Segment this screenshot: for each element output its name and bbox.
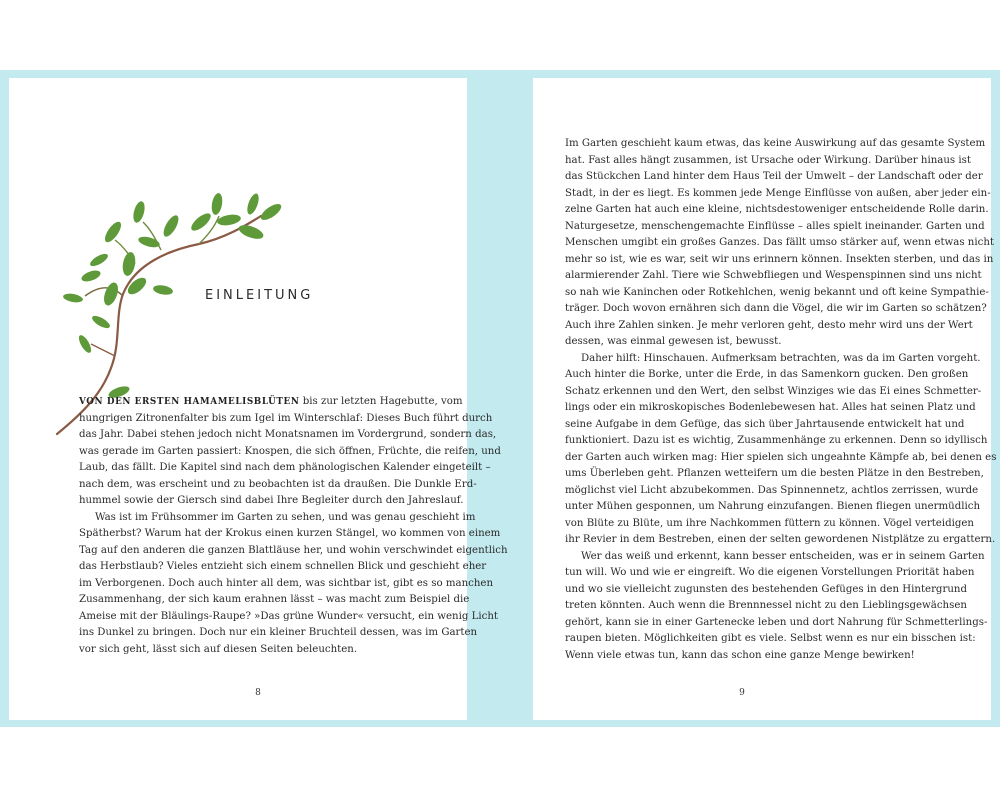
- text-line: so nah wie Kaninchen oder Rotkehlchen, wenig bekannt und oft keine Sympathie-: [565, 286, 989, 298]
- text-line: mehr so ist, wie es war, seit wir uns erinnern können. Insekten sterben, und das in: [565, 253, 994, 265]
- text-line: lings oder ein mikroskopisches Bodenlebewesen hat. Alles hat seinen Platz und: [565, 402, 976, 413]
- page-number: 8: [255, 688, 261, 698]
- text-line: Laub, das fällt. Die Kapitel sind nach dem phänologischen Kalender eingeteilt –: [79, 462, 491, 473]
- text-line: ums Überleben geht. Pflanzen wetteifern um die besten Plätze in den Bestreben,: [565, 468, 984, 479]
- text-line: hungrigen Zitronenfalter bis zum Igel im Winterschlaf: Dieses Buch führt durch: [79, 412, 493, 424]
- text-line: möglichst viel Licht abzubekommen. Das Spinnennetz, achtlos zerrissen, wurde: [565, 484, 979, 496]
- text-line: hat. Fast alles hängt zusammen, ist Ursache oder Wirkung. Darüber hinaus ist: [565, 154, 971, 166]
- text-line: seine Aufgabe in dem Gefüge, das sich über Jahrtausende entwickelt hat und: [565, 418, 965, 430]
- text-line: Auch ihre Zahlen sinken. Je mehr verloren geht, desto mehr wird uns der Wert: [565, 319, 973, 331]
- text-line: Spätherbst? Warum hat der Krokus einen kurzen Stängel, wo kommen von einem: [79, 528, 501, 539]
- text-line: Stadt, in der es liegt. Es kommen jede Menge Einflüsse von außen, aber jeder ein-: [565, 187, 991, 199]
- text-line: alarmierender Zahl. Tiere wie Schwebfliegen und Wespenspinnen sind uns nicht: [565, 270, 982, 281]
- text-line: das Jahr. Dabei stehen jedoch nicht Monatsnamen im Vordergrund, sondern das,: [79, 429, 497, 440]
- chapter-title: EINLEITUNG: [205, 288, 314, 303]
- text-line: Zusammenhang, der sich kaum erahnen lässt – was macht zum Beispiel die: [79, 594, 470, 605]
- text-line: und wo sie vielleicht zugunsten des bestehenden Gefüges in den Hintergrund: [565, 583, 967, 595]
- left-body-text: [79, 394, 508, 658]
- text-line: vor sich geht, lässt sich auf diesen Seiten beleuchten.: [79, 643, 358, 655]
- text-line: nach dem, was erscheint und zu beobachten ist da draußen. Die Dunkle Erd-: [79, 478, 477, 490]
- text-line: Im Garten geschieht kaum etwas, das keine Auswirkung auf das gesamte System: [565, 138, 986, 149]
- page-number: 9: [739, 688, 745, 698]
- text-line: tun will. Wo und wie er eingreift. Wo die eigenen Vorstellungen Priorität haben: [565, 567, 975, 578]
- text-line: was gerade im Garten passiert: Knospen, die sich öffnen, Früchte, die reifen, und: [79, 445, 501, 457]
- text-line: Naturgesetze, menschengemachte Einflüsse – alles spielt ineinander. Garten und: [565, 220, 985, 232]
- text-line: ins Dunkel zu bringen. Doch nur ein kleiner Bruchteil dessen, was im Garten: [79, 627, 478, 638]
- right-body-text: [565, 136, 997, 664]
- text-line: funktioniert. Dazu ist es wichtig, Zusammenhänge zu erkennen. Denn so idyllisch: [565, 435, 988, 446]
- text-line: Daher hilft: Hinschauen. Aufmerksam betrachten, was da im Garten vorgeht.: [581, 352, 981, 364]
- text-line: Ameise mit der Bläulings-Raupe? »Das grüne Wunder« versucht, ein wenig Licht: [79, 610, 499, 622]
- text-line: ihr Revier in dem Bestreben, einen der selten gewordenen Nistplätze zu ergattern.: [565, 534, 996, 545]
- text-line: das Herbstlaub? Vieles entzieht sich einem schnellen Blick und geschieht eher: [79, 561, 487, 572]
- text-line: von Blüte zu Blüte, um ihre Nachkommen füttern zu können. Vögel verteidigen: [565, 517, 974, 529]
- text-line: im Verborgenen. Doch auch hinter all dem, was sichtbar ist, gibt es so manchen: [79, 577, 494, 589]
- text-line: Auch hinter die Borke, unter die Erde, in das Samenkorn gucken. Den großen: [565, 369, 969, 380]
- text-line: hummel sowie der Giersch sind dabei Ihre Begleiter durch den Jahreslauf.: [79, 495, 464, 506]
- text-line: dessen, was einmal gewesen ist, bewusst.: [565, 336, 782, 347]
- text-line: Tag auf den anderen die ganzen Blattläuse her, und wohin verschwindet eigentlich: [79, 544, 508, 556]
- text-line: bis zur letzten Hagebutte, vom: [299, 396, 463, 407]
- text-line: Was ist im Frühsommer im Garten zu sehen, und was genau geschieht im: [95, 511, 476, 523]
- text-line: Menschen umgibt ein großes Ganzes. Das fällt umso stärker auf, wenn etwas nicht: [565, 237, 994, 248]
- text-line: träger. Doch wovon ernähren sich dann die Vögel, die wir im Garten so schätzen?: [565, 303, 987, 314]
- text-line: Wer das weiß und erkennt, kann besser entscheiden, was er in seinem Garten: [581, 550, 985, 562]
- text-line: Wenn viele etwas tun, kann das schon eine ganze Menge bewirken!: [565, 649, 915, 661]
- text-line: raupen bieten. Möglichkeiten gibt es viele. Selbst wenn es nur ein bisschen ist:: [565, 633, 976, 644]
- text-line: [79, 394, 463, 411]
- right-page: [533, 78, 997, 720]
- lead-in: VON DEN ERSTEN HAMAMELISBLÜTEN: [79, 397, 300, 407]
- left-page: [9, 78, 508, 720]
- text-line: unter Mühen gesponnen, um Nahrung einzufangen. Bienen fliegen unermüdlich: [565, 501, 981, 512]
- text-line: das Stückchen Land hinter dem Haus Teil der Umwelt – der Landschaft oder der: [565, 171, 983, 182]
- text-line: der Garten auch wirken mag: Hier spielen sich ungeahnte Kämpfe ab, bei denen es: [565, 451, 997, 463]
- text-line: gehört, kann sie in einer Gartenecke leben und dort Nahrung für Schmetterlings-: [565, 616, 988, 628]
- text-line: Schatz erkennen und den Wert, den selbst Winziges wie das Ei eines Schmetter-: [565, 385, 982, 397]
- text-line: treten könnten. Auch wenn die Brennnessel nicht zu den Lieblingsgewächsen: [565, 600, 967, 611]
- text-line: zelne Garten hat auch eine kleine, nichtsdestoweniger entscheidende Rolle darin.: [565, 204, 989, 215]
